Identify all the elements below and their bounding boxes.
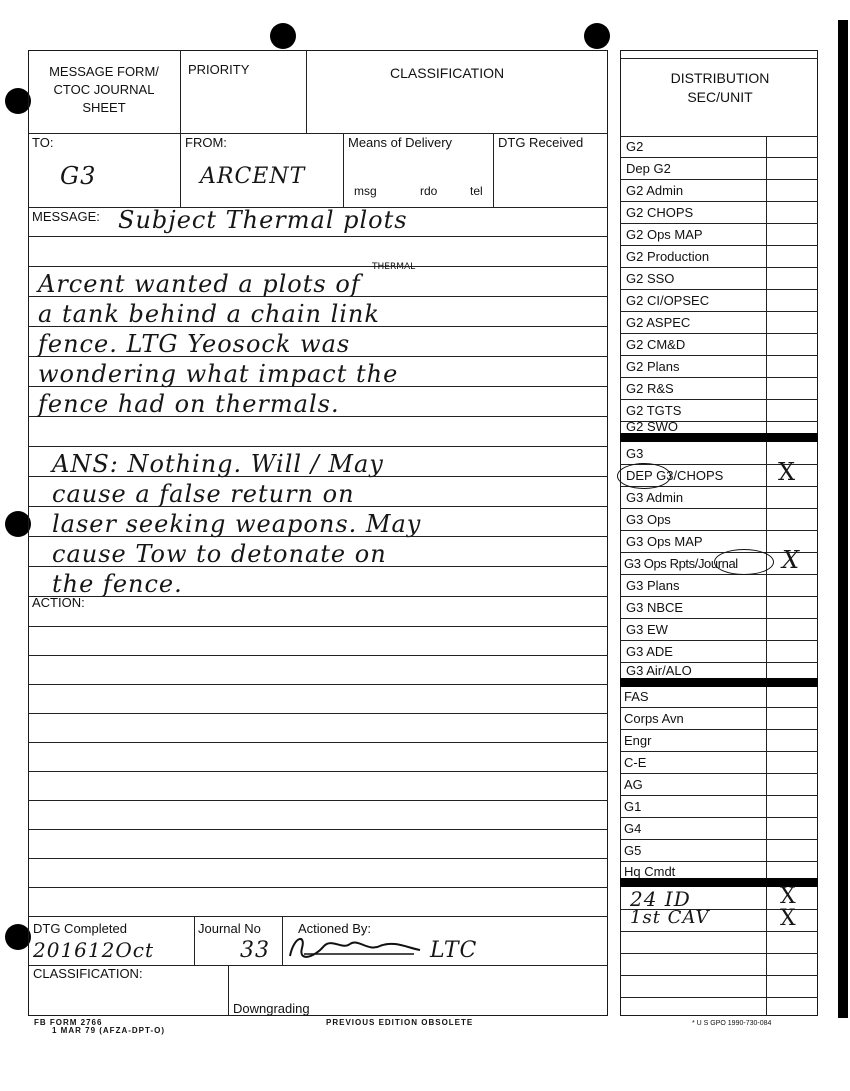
message-label: MESSAGE: — [32, 209, 100, 224]
delivery-label: Means of Delivery — [348, 135, 453, 150]
classification-label: CLASSIFICATION — [390, 65, 505, 81]
dist-g2-aspec: G2 ASPEC — [626, 315, 691, 330]
dist-g2-sso: G2 SSO — [626, 271, 675, 286]
message-line-5: fence had on thermals. — [38, 390, 340, 418]
dist-g2-plans: G2 Plans — [626, 359, 680, 374]
dist-g3: G3 — [626, 446, 644, 461]
dist-g3-air-alo: G3 Air/ALO — [626, 663, 692, 678]
answer-line-5: the fence. — [52, 570, 183, 598]
dist-g2-swo: G2 SWO — [626, 419, 679, 434]
message-subject: Subject Thermal plots — [118, 206, 408, 234]
actioned-by-label: Actioned By: — [298, 921, 371, 936]
dist-engr: Engr — [624, 733, 652, 748]
message-line-4: wondering what impact the — [38, 360, 399, 388]
answer-line-3: laser seeking weapons. May — [52, 510, 422, 538]
dist-g2-tgts: G2 TGTS — [626, 403, 682, 418]
dist-dep-g3-chops: DEP G3/CHOPS — [626, 468, 724, 483]
answer-line-2: cause a false return on — [52, 480, 355, 508]
delivery-tel: tel — [470, 184, 483, 198]
dist-g1: G1 — [624, 799, 642, 814]
journal-no-label: Journal No — [198, 921, 261, 936]
dist-ag: AG — [624, 777, 643, 792]
dist-hand-24id: 24 ID — [630, 887, 691, 911]
delivery-rdo: rdo — [420, 184, 438, 198]
distribution-title: DISTRIBUTION SEC/UNIT — [670, 70, 770, 105]
journal-no-value: 33 — [240, 938, 270, 963]
dist-g2-ci-opsec: G2 CI/OPSEC — [626, 293, 710, 308]
dist-g4: G4 — [624, 821, 642, 836]
footer-form: FB FORM 2766 — [34, 1018, 103, 1027]
dist-dep-g2: Dep G2 — [626, 161, 671, 176]
footer-date: 1 MAR 79 (AFZA-DPT-O) — [52, 1026, 165, 1035]
priority-label: PRIORITY — [188, 62, 250, 77]
dist-g3-ew: G3 EW — [626, 622, 668, 637]
actioned-by-value: LTC — [430, 938, 478, 963]
circle-mark-journal — [714, 549, 774, 575]
dist-g2-rs: G2 R&S — [626, 381, 674, 396]
dist-g2-chops: G2 CHOPS — [626, 205, 694, 220]
footer-gpo: * U S GPO 1990-730-084 — [692, 1020, 772, 1027]
downgrading-label: Downgrading — [233, 1001, 310, 1016]
dist-g2-admin: G2 Admin — [626, 183, 684, 198]
from-label: FROM: — [185, 135, 227, 150]
dist-corps-avn: Corps Avn — [624, 711, 684, 726]
form-title: MESSAGE FORM/ CTOC JOURNAL SHEET — [49, 64, 159, 115]
answer-line-1: ANS: Nothing. Will / May — [52, 450, 384, 478]
dist-ce: C-E — [624, 755, 647, 770]
footer-previous: PREVIOUS EDITION OBSOLETE — [326, 1018, 474, 1027]
check-mark-journal: X — [782, 546, 801, 574]
from-value: ARCENT — [200, 164, 306, 189]
dist-g3-plans: G3 Plans — [626, 578, 680, 593]
check-mark-24id: X — [780, 884, 797, 909]
classification-bottom-label: CLASSIFICATION: — [33, 966, 143, 981]
dist-g2-production: G2 Production — [626, 249, 710, 264]
check-mark-dep-g3: X — [778, 458, 797, 486]
to-value: G3 — [60, 162, 97, 190]
message-line-3: fence. LTG Yeosock was — [38, 330, 351, 358]
check-mark-1st-cav: X — [780, 906, 797, 931]
answer-line-4: cause Tow to detonate on — [52, 540, 387, 568]
insert-word: THERMAL — [372, 262, 416, 272]
message-line-1: Arcent wanted a plots of — [38, 270, 361, 298]
dist-g5: G5 — [624, 843, 642, 858]
punch-hole-top-left — [270, 23, 296, 49]
action-label: ACTION: — [32, 595, 85, 610]
dist-g2: G2 — [626, 139, 644, 154]
signature — [284, 928, 424, 964]
dtg-received-label: DTG Received — [498, 135, 584, 150]
message-line-2: a tank behind a chain link — [38, 300, 380, 328]
dtg-completed-value: 201612Oct — [33, 938, 154, 962]
to-label: TO: — [32, 135, 54, 150]
dist-hand-1st-cav: 1st CAV — [630, 907, 710, 928]
circle-mark-dep-g3 — [617, 463, 671, 489]
dist-hq-cmdt: Hq Cmdt — [624, 864, 676, 879]
dist-g2-cmd: G2 CM&D — [626, 337, 686, 352]
dtg-completed-label: DTG Completed — [33, 921, 127, 936]
punch-hole-top-right — [584, 23, 610, 49]
delivery-msg: msg — [354, 184, 377, 198]
dist-g3-ade: G3 ADE — [626, 644, 673, 659]
dist-g3-admin: G3 Admin — [626, 490, 684, 505]
dist-g3-ops: G3 Ops — [626, 512, 671, 527]
dist-g3-ops-rpts-journal: G3 Ops Rpts/Journal — [624, 556, 738, 571]
dist-g3-nbce: G3 NBCE — [626, 600, 684, 615]
dist-g3-ops-map: G3 Ops MAP — [626, 534, 703, 549]
dist-fas: FAS — [624, 689, 649, 704]
dist-g2-ops-map: G2 Ops MAP — [626, 227, 703, 242]
